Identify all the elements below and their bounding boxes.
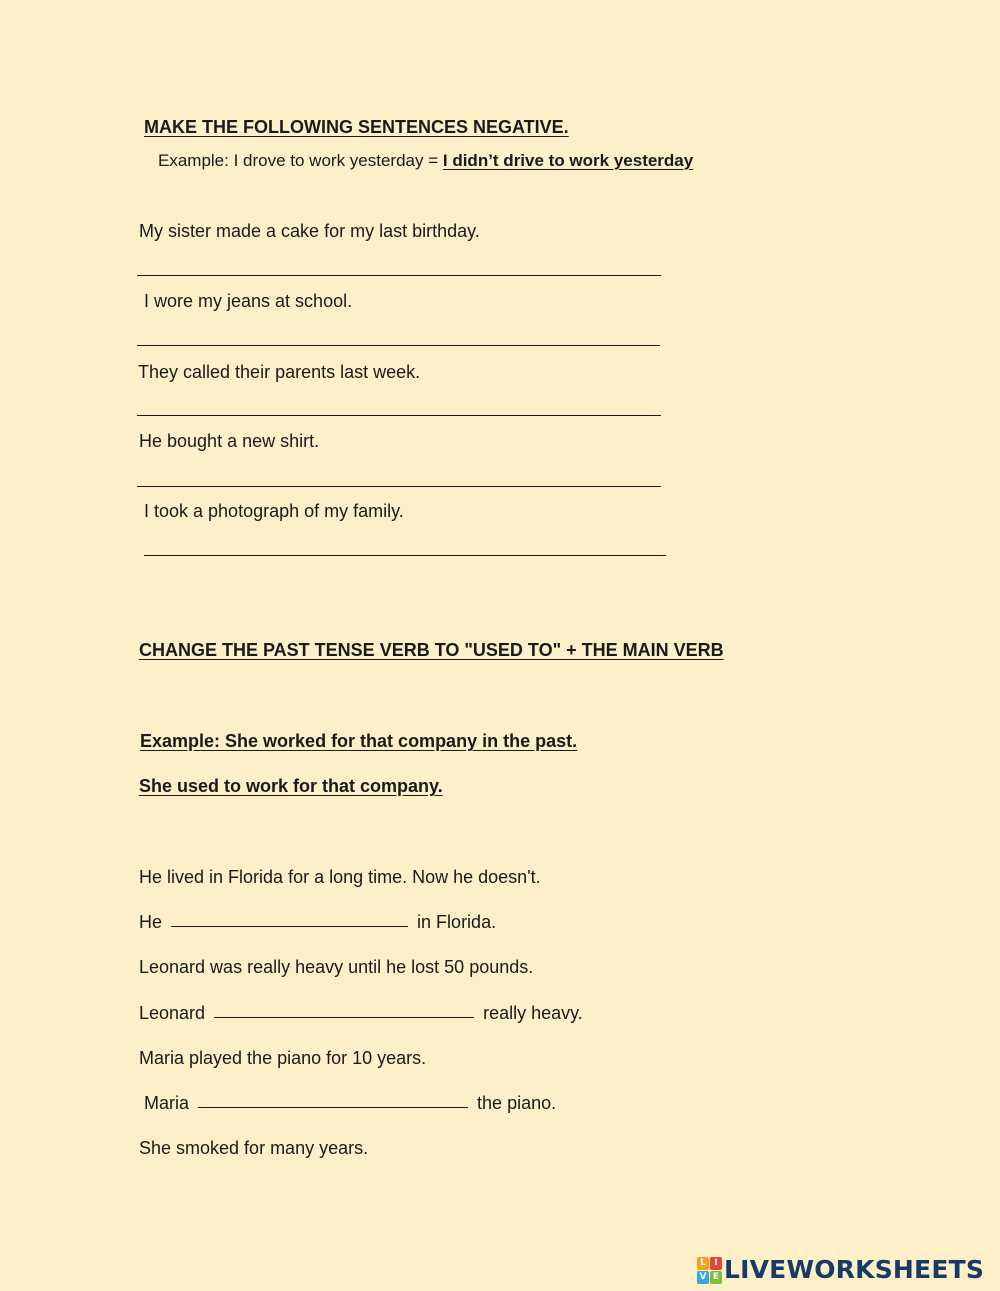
negative-sentence-4: He bought a new shirt. bbox=[139, 431, 320, 451]
section1-heading: MAKE THE FOLLOWING SENTENCES NEGATIVE. bbox=[144, 117, 569, 137]
used-to-answer-row-2 bbox=[139, 1003, 583, 1024]
section2-example-line1: Example: She worked for that company in the past. bbox=[140, 731, 578, 751]
section2-heading: CHANGE THE PAST TENSE VERB TO "USED TO" + THE MAIN VERB bbox=[139, 640, 724, 660]
used-to-input-2[interactable] bbox=[214, 1006, 474, 1024]
badge-letter-i: I bbox=[710, 1257, 722, 1270]
section1-example-answer: I didn’t drive to work yesterday bbox=[442, 151, 694, 170]
used-to-answer-row-1 bbox=[139, 912, 496, 933]
live-badge-icon bbox=[697, 1257, 721, 1283]
answer-input-3[interactable] bbox=[137, 388, 661, 416]
section1-example bbox=[158, 151, 693, 171]
negative-sentence-1: My sister made a cake for my last birthday. bbox=[139, 221, 480, 241]
used-to-input-3[interactable] bbox=[198, 1096, 468, 1114]
used-to-prefix-1: He bbox=[139, 912, 163, 932]
section2-example-line2: She used to work for that company. bbox=[139, 776, 443, 796]
answer-input-1[interactable] bbox=[137, 248, 661, 276]
used-to-suffix-2: really heavy. bbox=[483, 1003, 583, 1023]
badge-letter-v: V bbox=[697, 1271, 709, 1284]
answer-input-5[interactable] bbox=[144, 528, 666, 556]
used-to-input-1[interactable] bbox=[171, 915, 408, 933]
used-to-blank-2 bbox=[214, 1003, 474, 1018]
used-to-sentence-1: He lived in Florida for a long time. Now he doesn't. bbox=[139, 867, 541, 887]
section1-example-prefix: Example: I drove to work yesterday = bbox=[158, 151, 443, 170]
used-to-suffix-3: the piano. bbox=[477, 1093, 557, 1113]
negative-sentence-3: They called their parents last week. bbox=[138, 362, 421, 382]
used-to-answer-row-3 bbox=[144, 1093, 556, 1114]
logo-text: LIVEWORKSHEETS bbox=[724, 1255, 985, 1284]
used-to-sentence-3: Maria played the piano for 10 years. bbox=[139, 1048, 427, 1068]
answer-input-4[interactable] bbox=[137, 459, 661, 487]
used-to-blank-1 bbox=[171, 912, 408, 927]
negative-sentence-5: I took a photograph of my family. bbox=[144, 501, 404, 521]
badge-letter-l: L bbox=[697, 1257, 709, 1270]
liveworksheets-logo bbox=[697, 1255, 984, 1284]
used-to-prefix-3: Maria bbox=[144, 1093, 190, 1113]
used-to-sentence-2: Leonard was really heavy until he lost 50 pounds. bbox=[139, 957, 534, 977]
used-to-blank-3 bbox=[198, 1093, 468, 1108]
answer-input-2[interactable] bbox=[137, 318, 660, 346]
badge-letter-e: E bbox=[710, 1271, 722, 1284]
used-to-prefix-2: Leonard bbox=[139, 1003, 206, 1023]
used-to-sentence-4: She smoked for many years. bbox=[139, 1138, 369, 1158]
negative-sentence-2: I wore my jeans at school. bbox=[144, 291, 353, 311]
used-to-suffix-1: in Florida. bbox=[417, 912, 497, 932]
